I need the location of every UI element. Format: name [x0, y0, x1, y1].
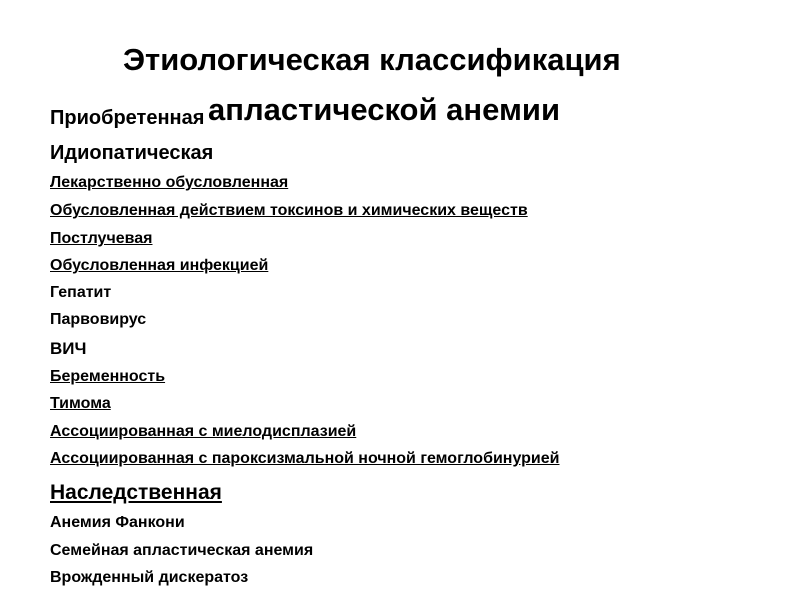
slide-title-line-1: Этиологическая классификация	[123, 42, 621, 77]
list-item: Лекарственно обусловленная	[50, 174, 289, 191]
list-item: Анемия Фанкони	[50, 514, 185, 531]
list-item: Парвовирус	[50, 311, 147, 328]
list-item: Ассоциированная с миелодисплазией	[50, 423, 357, 440]
list-item: Семейная апластическая анемия	[50, 542, 314, 559]
slide-title-line-2: апластической анемии	[208, 92, 561, 127]
list-item: Гепатит	[50, 284, 112, 301]
list-item: Обусловленная инфекцией	[50, 257, 269, 274]
acquired-heading: Приобретенная	[50, 107, 205, 129]
list-item: Врожденный дискератоз	[50, 569, 249, 586]
list-item: Постлучевая	[50, 230, 153, 247]
list-item: Беременность	[50, 368, 166, 385]
list-item: Обусловленная действием токсинов и химических веществ	[50, 202, 528, 219]
hereditary-heading: Наследственная	[50, 481, 222, 504]
list-item: Тимома	[50, 395, 111, 412]
idiopathic-label: Идиопатическая	[50, 142, 214, 164]
list-item: Ассоциированная с пароксизмальной ночной гемоглобинурией	[50, 450, 560, 467]
list-item: ВИЧ	[50, 339, 87, 358]
